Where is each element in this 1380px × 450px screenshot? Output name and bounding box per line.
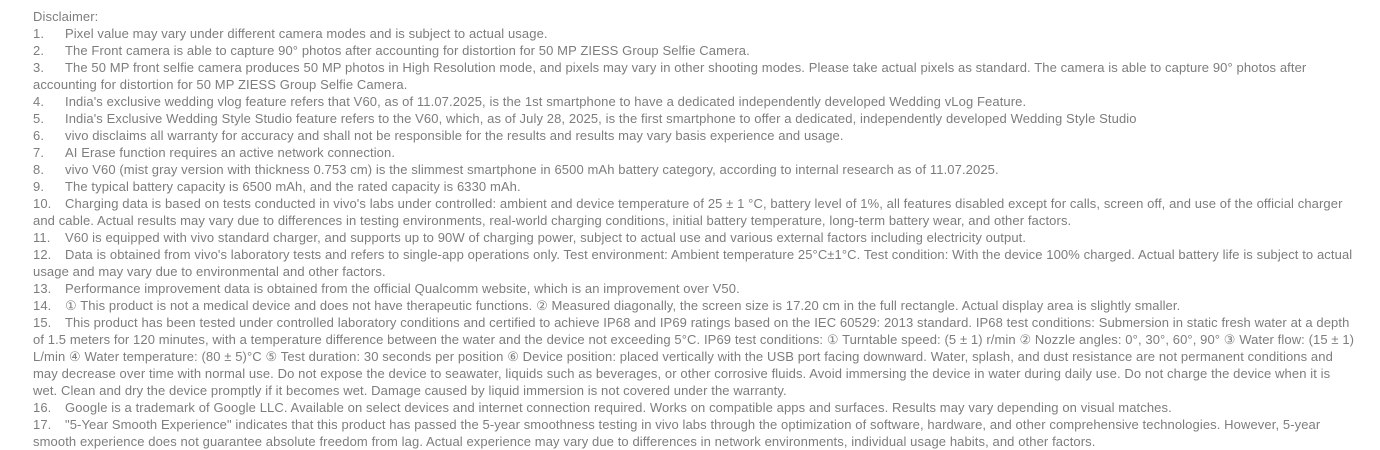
disclaimer-item xyxy=(33,110,1356,127)
disclaimer-item xyxy=(33,144,1356,161)
disclaimer-item-text: V60 is equipped with vivo standard charger, and supports up to 90W of charging power, subject to actual use and various external factors including electricity output. xyxy=(65,230,1027,245)
disclaimer-item-text: India's Exclusive Wedding Style Studio feature refers to the V60, which, as of July 28, 2025, is the first smartphone to offer a dedicated, independently developed Wedding Style Studio xyxy=(65,111,1137,126)
disclaimer-item xyxy=(33,297,1356,314)
disclaimer-item xyxy=(33,280,1356,297)
disclaimer-item-text: "5-Year Smooth Experience" indicates that this product has passed the 5-year smoothness testing in vivo labs through the optimization of software, hardware, and other comprehensive technologies. However, 5-year smooth experience does not guarantee absolute freedom from lag. Actual experience may vary due to differences in network environments, individual usage habits, and other factors. xyxy=(33,417,1321,449)
disclaimer-item-text: Charging data is based on tests conducted in vivo's labs under controlled: ambient and device temperature of 25 ± 1 °C, battery level of 1%, all features disabled except for calls, screen off, and use of the official charger and cable. Actual results may vary due to differences in testing environments, real-world charging conditions, initial battery temperature, long-term battery wear, and other factors. xyxy=(33,196,1343,228)
disclaimer-item-number: 7. xyxy=(33,145,45,160)
disclaimer-item-number: 16. xyxy=(33,400,52,415)
disclaimer-item xyxy=(33,127,1356,144)
disclaimer-item xyxy=(33,25,1356,42)
disclaimer-item xyxy=(33,59,1356,93)
disclaimer-item-number: 14. xyxy=(33,298,52,313)
disclaimer-item xyxy=(33,161,1356,178)
disclaimer-item-text: The typical battery capacity is 6500 mAh, and the rated capacity is 6330 mAh. xyxy=(65,179,521,194)
disclaimer-item xyxy=(33,178,1356,195)
disclaimer-item-number: 3. xyxy=(33,60,45,75)
disclaimer-item-text: AI Erase function requires an active network connection. xyxy=(65,145,396,160)
disclaimer-heading: Disclaimer: xyxy=(33,9,99,24)
disclaimer-item-number: 9. xyxy=(33,179,45,194)
disclaimer-item-number: 5. xyxy=(33,111,45,126)
disclaimer-item-number: 17. xyxy=(33,417,52,432)
disclaimer-item xyxy=(33,93,1356,110)
disclaimer-item xyxy=(33,246,1356,280)
disclaimer-item-text: India's exclusive wedding vlog feature refers that V60, as of 11.07.2025, is the 1st smartphone to have a dedicated independently developed Wedding vLog Feature. xyxy=(65,94,1027,109)
disclaimer-item-text: The Front camera is able to capture 90° photos after accounting for distortion for 50 MP ZIESS Group Selfie Camera. xyxy=(65,43,750,58)
disclaimer-item-number: 6. xyxy=(33,128,45,143)
disclaimer-section xyxy=(33,8,1356,450)
disclaimer-item-number: 11. xyxy=(33,230,51,245)
disclaimer-item xyxy=(33,195,1356,229)
disclaimer-item-text: Data is obtained from vivo's laboratory tests and refers to single-app operations only. Test environment: Ambient temperature 25°C±1°C. Test condition: With the device 100% charged. Actual battery life is subject to actual usage and may vary due to environmental and other factors. xyxy=(33,247,1353,279)
disclaimer-item-text: Pixel value may vary under different camera modes and is subject to actual usage. xyxy=(65,26,548,41)
disclaimer-item-number: 13. xyxy=(33,281,52,296)
disclaimer-item-text: Google is a trademark of Google LLC. Available on select devices and internet connection required. Works on compatible apps and surfaces. Results may vary depending on visual matches. xyxy=(65,400,1172,415)
disclaimer-item-number: 12. xyxy=(33,247,52,262)
disclaimer-item xyxy=(33,416,1356,450)
disclaimer-item xyxy=(33,399,1356,416)
disclaimer-item-text: This product has been tested under controlled laboratory conditions and certified to achieve IP68 and IP69 ratings based on the IEC 60529: 2013 standard. IP68 test conditions: Submersion in static fresh water at a depth of 1.5 meters for 120 minutes, with a temperature difference between the water and the device not exceeding 5°C. IP69 test conditions: ① Turntable speed: (5 ± 1) r/min ② Nozzle angles: 0°, 30°, 60°, 90° ③ Water flow: (15 ± 1) L/min ④ Water temperature: (80 ± 5)°C ⑤ Test duration: 30 seconds per position ⑥ Device position: placed vertically with the USB port facing downward. Water, splash, and dust resistance are not permanent conditions and may decrease over time with normal use. Do not expose the device to seawater, liquids such as beverages, or other corrosive fluids. Avoid immersing the device in water during daily use. Do not charge the device when it is wet. Clean and dry the device promptly if it becomes wet. Damage caused by liquid immersion is not covered under the warranty. xyxy=(33,315,1355,398)
disclaimer-item-text: The 50 MP front selfie camera produces 50 MP photos in High Resolution mode, and pixels may vary in other shooting modes. Please take actual pixels as standard. The camera is able to capture 90° photos after accounting for distortion for 50 MP ZIESS Group Selfie Camera. xyxy=(33,60,1307,92)
disclaimer-item xyxy=(33,314,1356,399)
disclaimer-item xyxy=(33,229,1356,246)
disclaimer-item xyxy=(33,42,1356,59)
disclaimer-item-number: 10. xyxy=(33,196,52,211)
disclaimer-item-number: 15. xyxy=(33,315,52,330)
disclaimer-item-text: ① This product is not a medical device and does not have therapeutic functions. ② Measured diagonally, the screen size is 17.20 cm in the full rectangle. Actual display area is slightly smaller. xyxy=(65,298,1181,313)
disclaimer-item-text: vivo V60 (mist gray version with thickness 0.753 cm) is the slimmest smartphone in 6500 mAh battery category, according to internal research as of 11.07.2025. xyxy=(65,162,999,177)
disclaimer-item-number: 2. xyxy=(33,43,45,58)
disclaimer-item-text: vivo disclaims all warranty for accuracy and shall not be responsible for the results and results may vary basis experience and usage. xyxy=(65,128,844,143)
disclaimer-item-text: Performance improvement data is obtained from the official Qualcomm website, which is an improvement over V50. xyxy=(65,281,740,296)
disclaimer-item-number: 4. xyxy=(33,94,45,109)
disclaimer-list xyxy=(33,25,1356,450)
disclaimer-item-number: 8. xyxy=(33,162,45,177)
disclaimer-item-number: 1. xyxy=(33,26,45,41)
